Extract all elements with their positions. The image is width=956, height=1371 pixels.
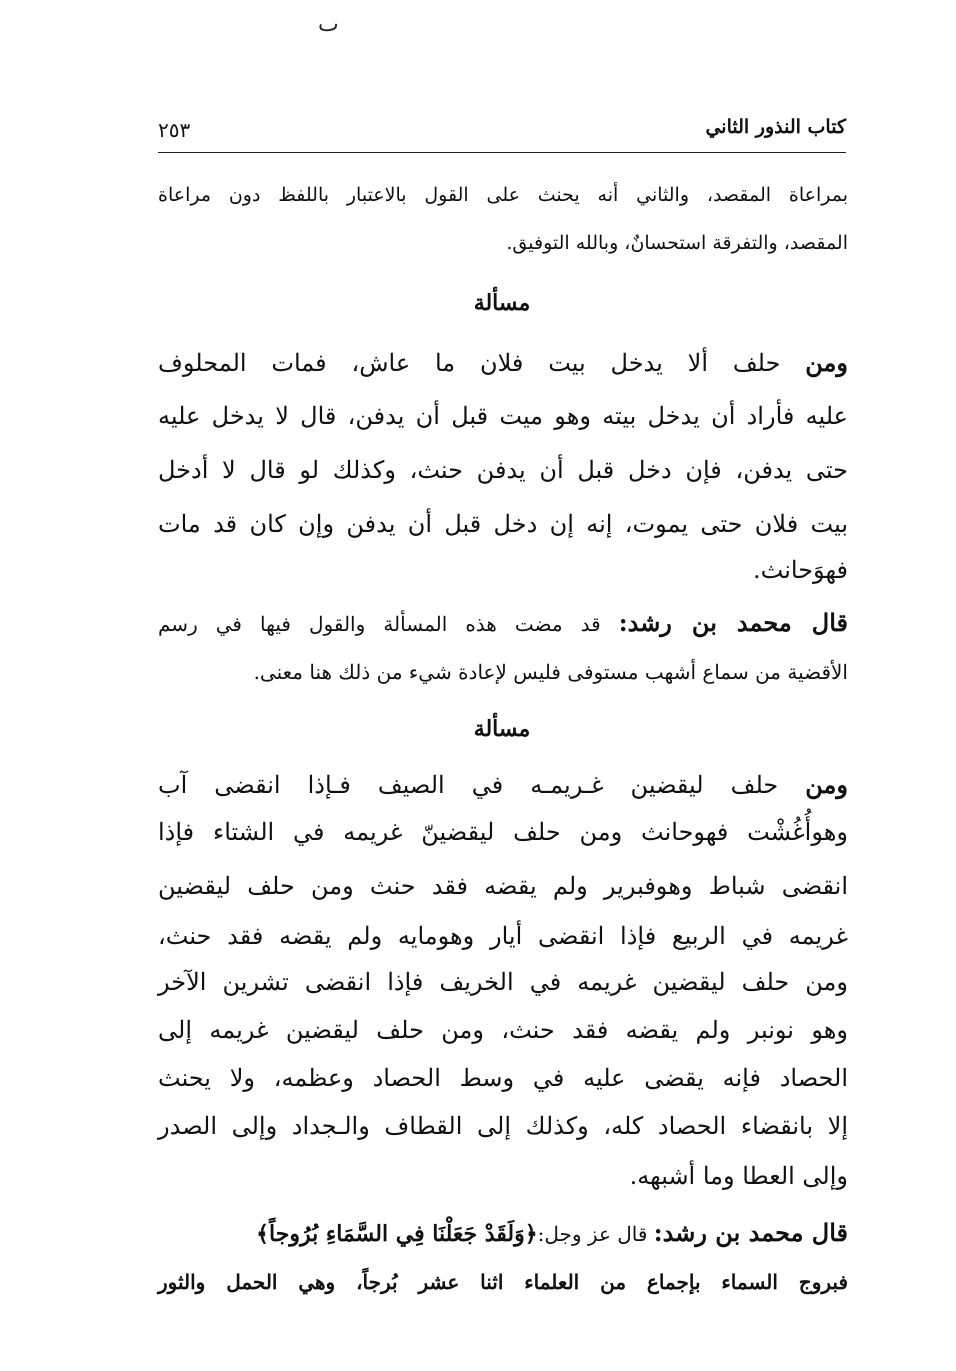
paragraph-line <box>158 348 848 377</box>
paragraph-line: حتى يدفن، فإن دخل قبل أن يدفن حنث، وكذلك لو قال لا أدخل <box>158 456 848 484</box>
commentary-line: فبروج السماء بإجماع من العلماء اثنا عشر بُرجاً، وهي الحمل والثور <box>158 1270 848 1294</box>
commentary-line: الأقضية من سماع أشهب مستوفى فليس لإعادة شيء من ذلك هنا معنى. <box>253 660 848 684</box>
paragraph-line: عليه فأراد أن يدخل بيته وهو ميت قبل أن يدفن، قال لا يدخل عليه <box>158 402 848 430</box>
paragraph-line: فهوَحانث. <box>753 556 848 584</box>
line-text: حلف ليقضين غـريمـه في الصيف فـإذا انقضى آب <box>158 771 779 799</box>
paragraph-line <box>158 770 848 799</box>
paragraph-line: وإلى العطا وما أشبهه. <box>629 1162 848 1190</box>
page-number: ٢٥٣ <box>158 118 191 142</box>
paragraph-line: وهو نونبر ولم يقضه فقد حنث، ومن حلف ليقضين غريمه إلى <box>158 1016 848 1044</box>
paragraph-line: غريمه في الربيع فإذا انقضى أيار وهومايه ولم يقضه فقد حنث، <box>158 922 848 950</box>
section-heading: مسألة <box>473 716 531 742</box>
commentary-line <box>158 608 848 637</box>
paragraph-line: الحصاد فإنه يقضى عليه في وسط الحصاد وعظمه، ولا يحنث <box>158 1064 848 1092</box>
commentary-lead: قال محمد بن رشد: <box>653 1218 848 1247</box>
header-title: كتاب النذور الثاني <box>705 116 846 138</box>
paragraph-line: إلا بانقضاء الحصاد كله، وكذلك إلى القطاف والـجداد وإلى الصدر <box>158 1112 848 1140</box>
paragraph-line: وهوأُغُشْت فهوحانث ومن حلف ليقضينّ غريمه في الشتاء فإذا <box>158 818 848 846</box>
commentary-line <box>158 1218 848 1247</box>
section-heading: مسألة <box>473 290 531 316</box>
quran-quote: ﴿وَلَقَدْ جَعَلْنَا فِي السَّمَاءِ بُرُوجاً﴾ <box>256 1221 538 1247</box>
paragraph-line: ومن حلف ليقضين غريمه في الخريف فإذا انقضى تشرين الآخر <box>158 968 848 996</box>
paragraph-line: انقضى شباط وهوفبرير ولم يقضه فقد حنث ومن حلف ليقضين <box>158 872 848 900</box>
line-text: قد مضت هذه المسألة والقول فيها في رسم <box>158 612 601 636</box>
line-text: حلف ألا يدخل بيت فلان ما عاش، فمات المحلوف <box>158 349 781 377</box>
paragraph-line: بمراعاة المقصد، والثاني أنه يحنث على القول بالاعتبار باللفظ دون مراعاة <box>158 184 848 206</box>
running-header <box>158 112 846 153</box>
commentary-lead: قال محمد بن رشد: <box>618 608 848 637</box>
paragraph-line: بيت فلان حتى يموت، إنه إن دخل قبل أن يدفن وإن كان قد مات <box>158 510 848 538</box>
line-text: قال عز وجل: <box>537 1222 648 1246</box>
paragraph-line: المقصد، والتفرقة استحسانٌ، وبالله التوفيق. <box>506 232 848 254</box>
lead-word: ومن <box>805 348 848 377</box>
scan-mark: ٮ <box>318 12 339 37</box>
lead-word: ومن <box>805 770 848 799</box>
